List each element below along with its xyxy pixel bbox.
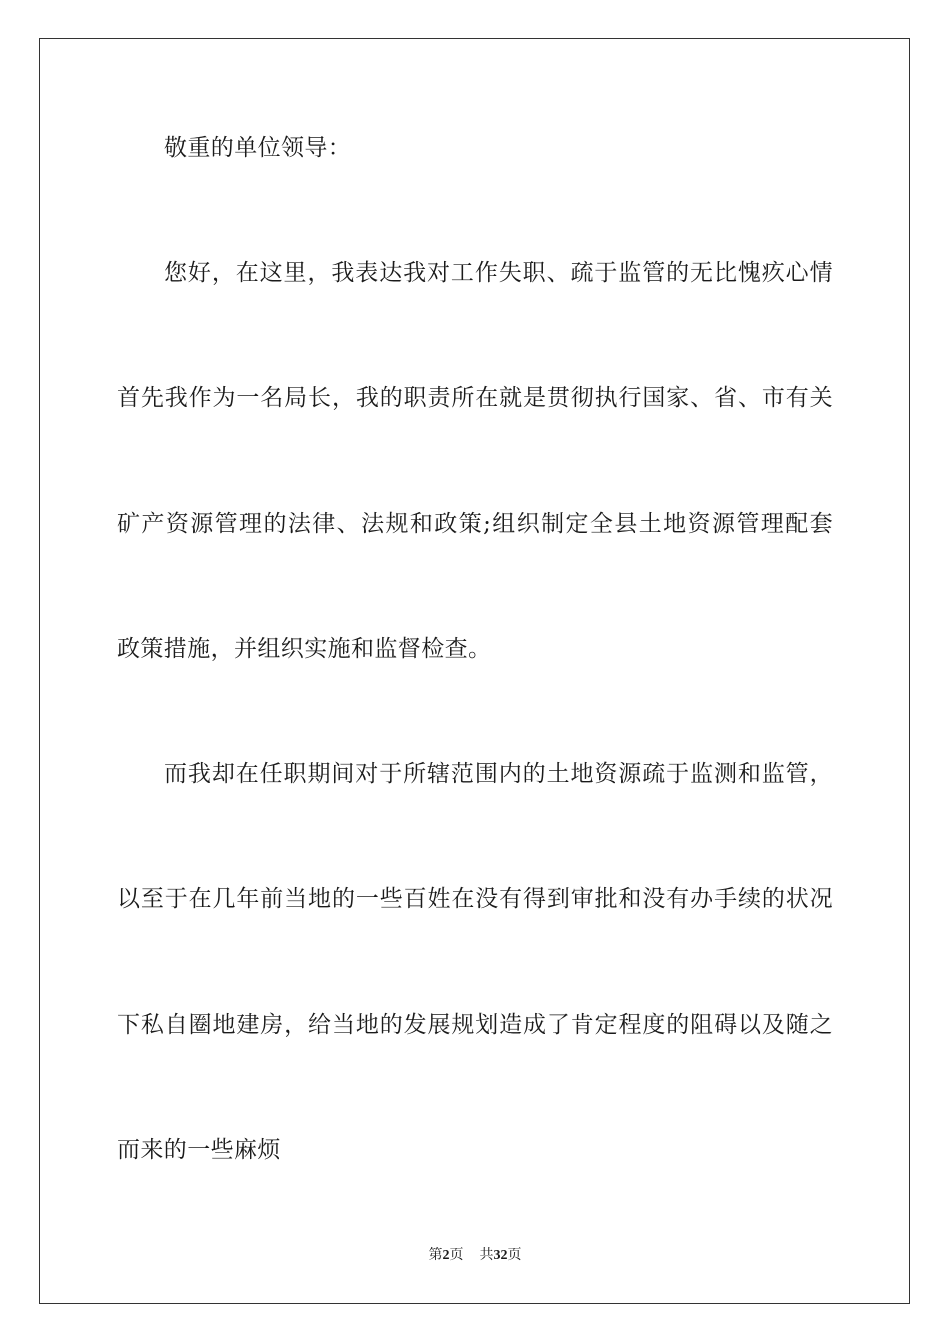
body-line-8: 而来的一些麻烦 [117,1137,281,1163]
body-line-3: 矿产资源管理的法律、法规和政策;组织制定全县土地资源管理配套 [117,511,833,537]
footer-total-suffix: 页 [507,1247,522,1263]
body-line-5: 而我却在任职期间对于所辖范围内的土地资源疏于监测和监管， [164,761,833,787]
body-line-4: 政策措施，并组织实施和监督检查。 [117,636,492,662]
body-line-1: 您好，在这里，我表达我对工作失职、疏于监管的无比愧疚心情 [164,260,833,286]
footer-total-prefix: 共 [479,1247,494,1263]
page-border [39,38,910,1304]
footer-page-number: 2 [442,1248,450,1263]
greeting-line: 敬重的单位领导： [164,135,352,161]
footer-page-suffix: 页 [449,1247,464,1263]
body-line-7: 下私自圈地建房，给当地的发展规划造成了肯定程度的阻碍以及随之 [117,1012,833,1038]
body-line-2: 首先我作为一名局长，我的职责所在就是贯彻执行国家、省、市有关 [117,385,833,411]
footer-page-prefix: 第 [428,1247,443,1263]
page-footer [0,1245,950,1266]
body-line-6: 以至于在几年前当地的一些百姓在没有得到审批和没有办手续的状况 [117,886,833,912]
footer-total-pages: 32 [493,1248,508,1263]
